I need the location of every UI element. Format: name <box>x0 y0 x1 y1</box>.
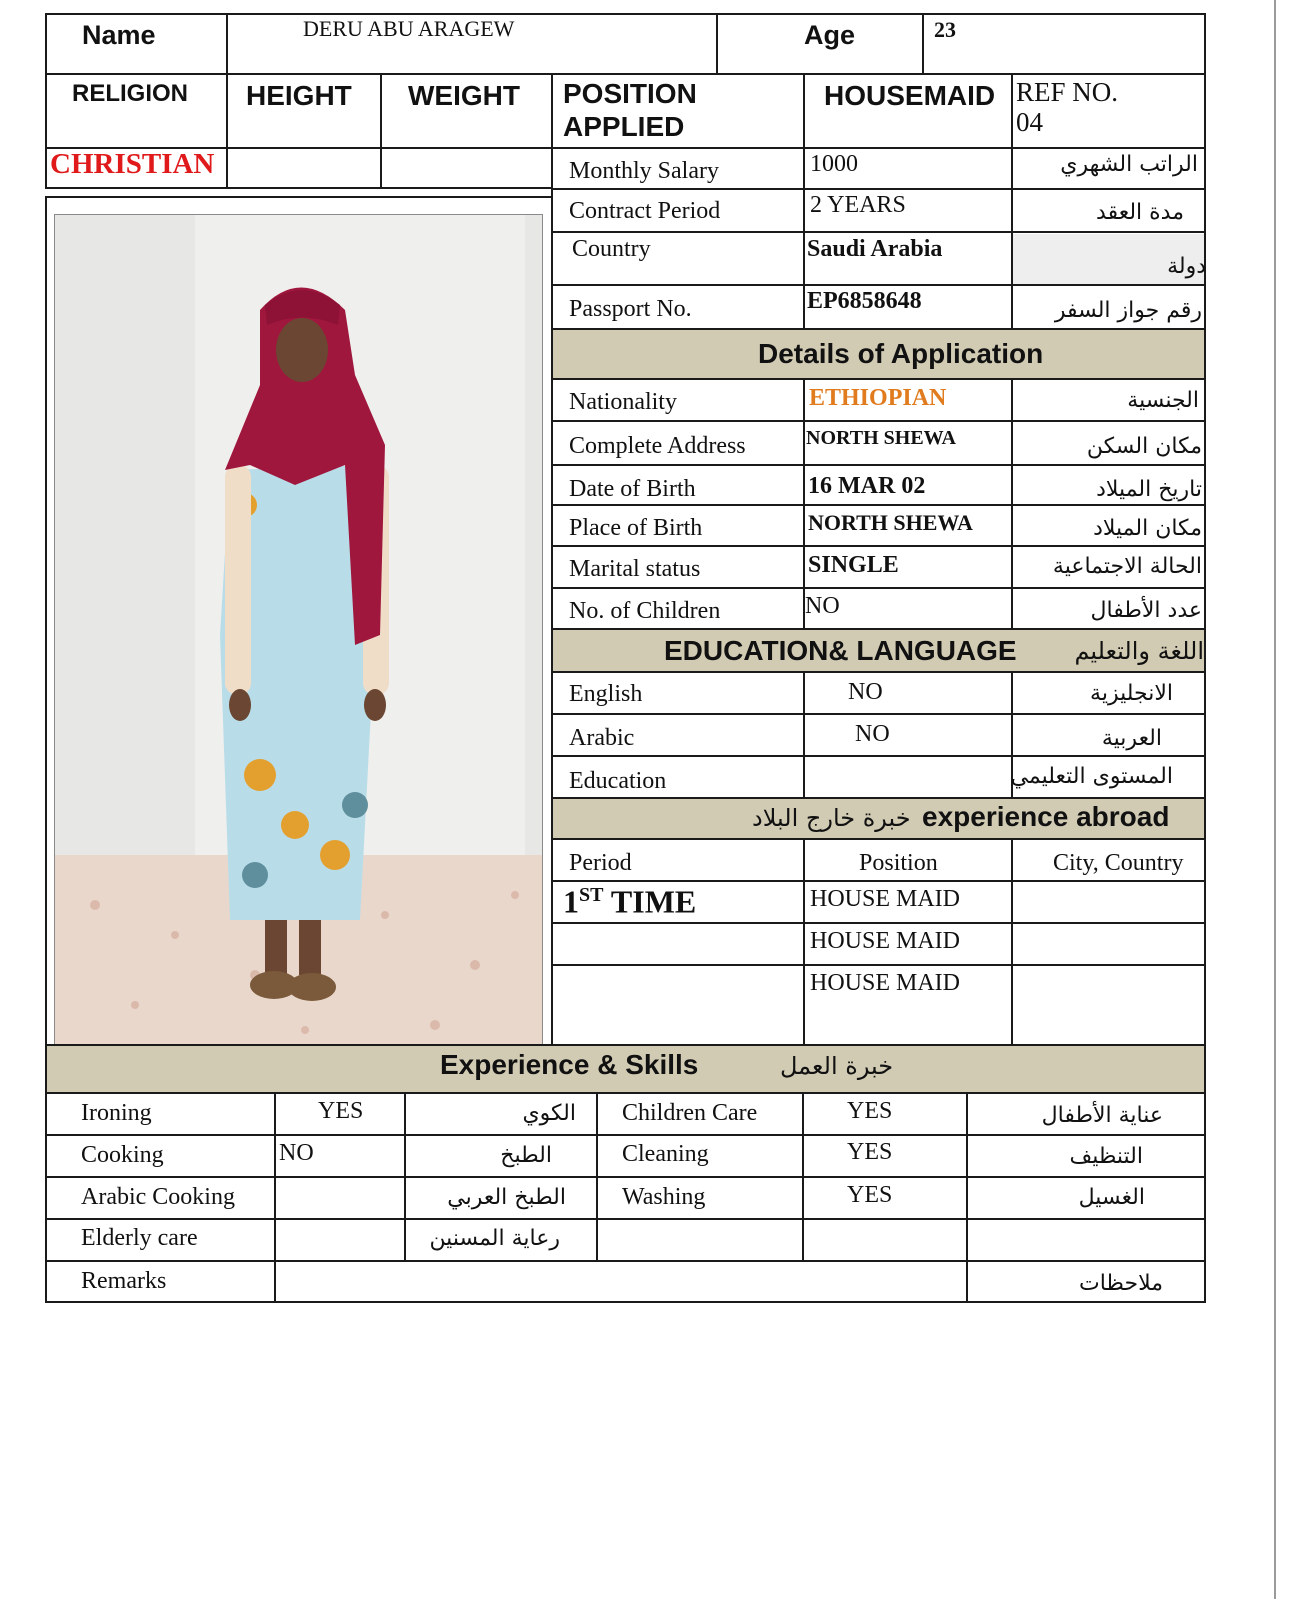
skill-cooking-label-ar: الطبخ <box>500 1143 552 1168</box>
abroad-col-position: Position <box>859 850 938 876</box>
skills-title-ar: خبرة العمل <box>780 1052 894 1080</box>
weight-label: WEIGHT <box>408 80 520 111</box>
skill-washing-value: YES <box>847 1182 893 1208</box>
name-label: Name <box>82 20 156 50</box>
abroad-col-period: Period <box>569 850 632 876</box>
religion-value: CHRISTIAN <box>50 148 215 180</box>
abroad-title: experience abroad <box>922 801 1170 832</box>
religion-label: RELIGION <box>72 80 189 107</box>
age-value: 23 <box>934 17 956 42</box>
passport-label-ar: رقم جواز السفر <box>1054 298 1202 323</box>
passport-label: Passport No. <box>569 296 692 322</box>
marital-label: Marital status <box>569 556 701 582</box>
children-label-ar: عدد الأطفال <box>1090 598 1202 623</box>
nationality-value: ETHIOPIAN <box>809 385 947 411</box>
arabic-value: NO <box>855 721 890 747</box>
address-value: NORTH SHEWA <box>806 427 956 449</box>
pob-value: NORTH SHEWA <box>808 510 973 535</box>
ref-label: REF NO. <box>1016 77 1119 107</box>
ref-value: 04 <box>1016 107 1043 137</box>
english-label: English <box>569 681 643 707</box>
abroad-period-1: 1ST TIME <box>563 883 697 920</box>
skill-elderly-label-ar: رعاية المسنين <box>429 1226 560 1251</box>
name-value: DERU ABU ARAGEW <box>303 16 515 41</box>
skill-cleaning-label: Cleaning <box>622 1141 709 1167</box>
page-edge <box>1274 0 1276 1599</box>
address-label-ar: مكان السكن <box>1086 434 1202 459</box>
skill-children-care-label: Children Care <box>622 1100 758 1126</box>
remarks-label: Remarks <box>81 1268 167 1294</box>
position-label-1: POSITION <box>563 78 697 109</box>
nationality-label: Nationality <box>569 389 677 415</box>
skill-arabic-cooking-label-ar: الطبخ العربي <box>447 1185 566 1210</box>
education-label: Education <box>569 768 667 794</box>
education-title-ar: اللغة والتعليم <box>1074 637 1204 665</box>
arabic-label-ar: العربية <box>1101 726 1162 751</box>
education-title: EDUCATION& LANGUAGE <box>664 635 1017 666</box>
skill-children-care-label-ar: عناية الأطفال <box>1041 1103 1163 1128</box>
height-label: HEIGHT <box>246 80 352 111</box>
passport-value: EP6858648 <box>807 288 922 314</box>
dob-label-ar: تاريخ الميلاد <box>1096 477 1202 502</box>
abroad-position-2: HOUSE MAID <box>810 928 960 954</box>
contract-period-value: 2 YEARS <box>810 192 906 218</box>
skill-elderly-label: Elderly care <box>81 1225 198 1251</box>
english-value: NO <box>848 679 883 705</box>
country-label-ar: دولة <box>1167 254 1206 279</box>
salary-value: 1000 <box>810 151 858 177</box>
applicant-photo-svg <box>55 215 543 1057</box>
country-label: Country <box>572 236 651 262</box>
abroad-position-3: HOUSE MAID <box>810 970 960 996</box>
nationality-label-ar: الجنسية <box>1127 388 1199 413</box>
applicant-photo <box>54 214 543 1057</box>
abroad-col-city: City, Country <box>1053 850 1184 876</box>
position-label-2: APPLIED <box>563 111 685 142</box>
row-name <box>45 13 1206 75</box>
skill-ironing-label-ar: الكوي <box>522 1101 576 1126</box>
marital-value: SINGLE <box>808 552 899 578</box>
skill-washing-label: Washing <box>622 1184 706 1210</box>
skills-title: Experience & Skills <box>440 1049 699 1080</box>
contract-period-label: Contract Period <box>569 198 721 224</box>
abroad-position-1: HOUSE MAID <box>810 886 960 912</box>
skill-arabic-cooking-label: Arabic Cooking <box>81 1184 235 1210</box>
age-label: Age <box>804 20 856 50</box>
address-label: Complete Address <box>569 433 746 459</box>
position-value: HOUSEMAID <box>824 80 996 111</box>
skill-children-care-value: YES <box>847 1098 893 1124</box>
dob-label: Date of Birth <box>569 476 696 502</box>
children-label: No. of Children <box>569 598 721 624</box>
skill-cooking-value: NO <box>279 1140 314 1166</box>
country-value: Saudi Arabia <box>807 236 943 262</box>
arabic-label: Arabic <box>569 725 635 751</box>
remarks-label-ar: ملاحظات <box>1079 1271 1163 1296</box>
education-label-ar: المستوى التعليمي <box>1010 764 1173 789</box>
english-label-ar: الانجليزية <box>1090 681 1173 706</box>
skill-cleaning-value: YES <box>847 1139 893 1165</box>
marital-label-ar: الحالة الاجتماعية <box>1052 554 1202 579</box>
skill-ironing-value: YES <box>318 1098 364 1124</box>
children-value: NO <box>805 593 840 619</box>
salary-label: Monthly Salary <box>569 158 719 184</box>
skill-washing-label-ar: الغسيل <box>1078 1185 1145 1210</box>
skill-cleaning-label-ar: التنظيف <box>1069 1144 1143 1169</box>
details-title: Details of Application <box>758 338 1044 369</box>
skill-cooking-label: Cooking <box>81 1142 164 1168</box>
abroad-title-ar: خبرة خارج البلاد <box>752 804 911 832</box>
pob-label-ar: مكان الميلاد <box>1093 516 1202 541</box>
pob-label: Place of Birth <box>569 515 703 541</box>
skill-ironing-label: Ironing <box>81 1100 152 1126</box>
contract-period-label-ar: مدة العقد <box>1096 200 1184 225</box>
salary-label-ar: الراتب الشهري <box>1060 152 1198 177</box>
dob-value: 16 MAR 02 <box>808 473 926 499</box>
